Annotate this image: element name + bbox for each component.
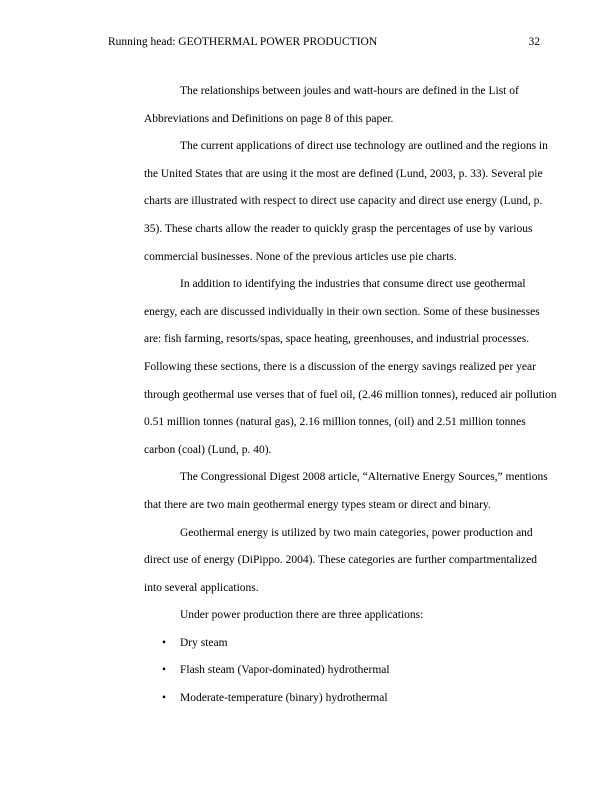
paragraph-line: The relationships between joules and watt-hours are defined in the List of — [180, 85, 519, 97]
paragraph-line: The Congressional Digest 2008 article, “Alternative Energy Sources,” mentions — [180, 471, 548, 484]
running-header — [108, 36, 540, 52]
page-number: 32 — [528, 36, 540, 48]
paragraph-line: direct use of energy (DiPippo. 2004). These categories are further compartmentalized — [144, 554, 537, 567]
paragraph-line: charts are illustrated with respect to direct use capacity and direct use energy (Lund, p. — [144, 195, 543, 208]
paragraph-line: the United States that are using it the most are defined (Lund, 2003, p. 33). Several pie — [144, 167, 543, 180]
list-item-text: Moderate-temperature (binary) hydrothermal — [180, 692, 388, 705]
paragraph-line: carbon (coal) (Lund, p. 40). — [144, 443, 272, 456]
paragraph-joules — [108, 78, 548, 133]
paragraph-line: through geothermal use verses that of fuel oil, (2.46 million tonnes), reduced air pollution — [144, 388, 557, 401]
paragraph-line: are: fish farming, resorts/spas, space heating, greenhouses, and industrial processes. — [144, 333, 530, 346]
paragraph-line: 0.51 million tonnes (natural gas), 2.16 million tonnes, (oil) and 2.51 million tonnes — [144, 416, 526, 429]
paragraph-line: that there are two main geothermal energy types steam or direct and binary. — [144, 498, 491, 511]
applications-list — [108, 630, 548, 713]
paragraph-line: Abbreviations and Definitions on page 8 of this paper. — [144, 112, 394, 125]
paragraph-power-production — [108, 602, 548, 630]
running-head-title: Running head: GEOTHERMAL POWER PRODUCTION — [108, 36, 378, 48]
paragraph-line: into several applications. — [144, 581, 259, 594]
paragraph-industries — [108, 271, 557, 464]
paragraph-categories — [108, 520, 548, 603]
paragraph-direct-use — [108, 133, 548, 271]
bullet-icon: • — [162, 636, 167, 649]
paragraph-line: The current applications of direct use technology are outlined and the regions in — [180, 140, 548, 153]
paragraph-line: Under power production there are three applications: — [180, 609, 424, 622]
list-item — [108, 685, 548, 713]
paragraph-line: In addition to identifying the industries that consume direct use geothermal — [180, 278, 526, 291]
paragraph-line: Geothermal energy is utilized by two main categories, power production and — [180, 526, 533, 539]
bullet-icon: • — [162, 664, 167, 677]
paragraph-line: commercial businesses. None of the previous articles use pie charts. — [144, 250, 457, 263]
bullet-icon: • — [162, 692, 167, 705]
paragraph-line: Following these sections, there is a discussion of the energy savings realized per year — [144, 360, 536, 373]
document-body — [108, 78, 557, 713]
list-item — [108, 630, 548, 658]
list-item-text: Dry steam — [180, 636, 228, 649]
list-item-text: Flash steam (Vapor-dominated) hydrothermal — [180, 664, 390, 677]
paragraph-congressional-digest — [108, 464, 548, 519]
paragraph-line: 35). These charts allow the reader to quickly grasp the percentages of use by various — [144, 222, 533, 235]
paragraph-line: energy, each are discussed individually in their own section. Some of these businesses — [144, 305, 540, 318]
list-item — [108, 657, 548, 685]
